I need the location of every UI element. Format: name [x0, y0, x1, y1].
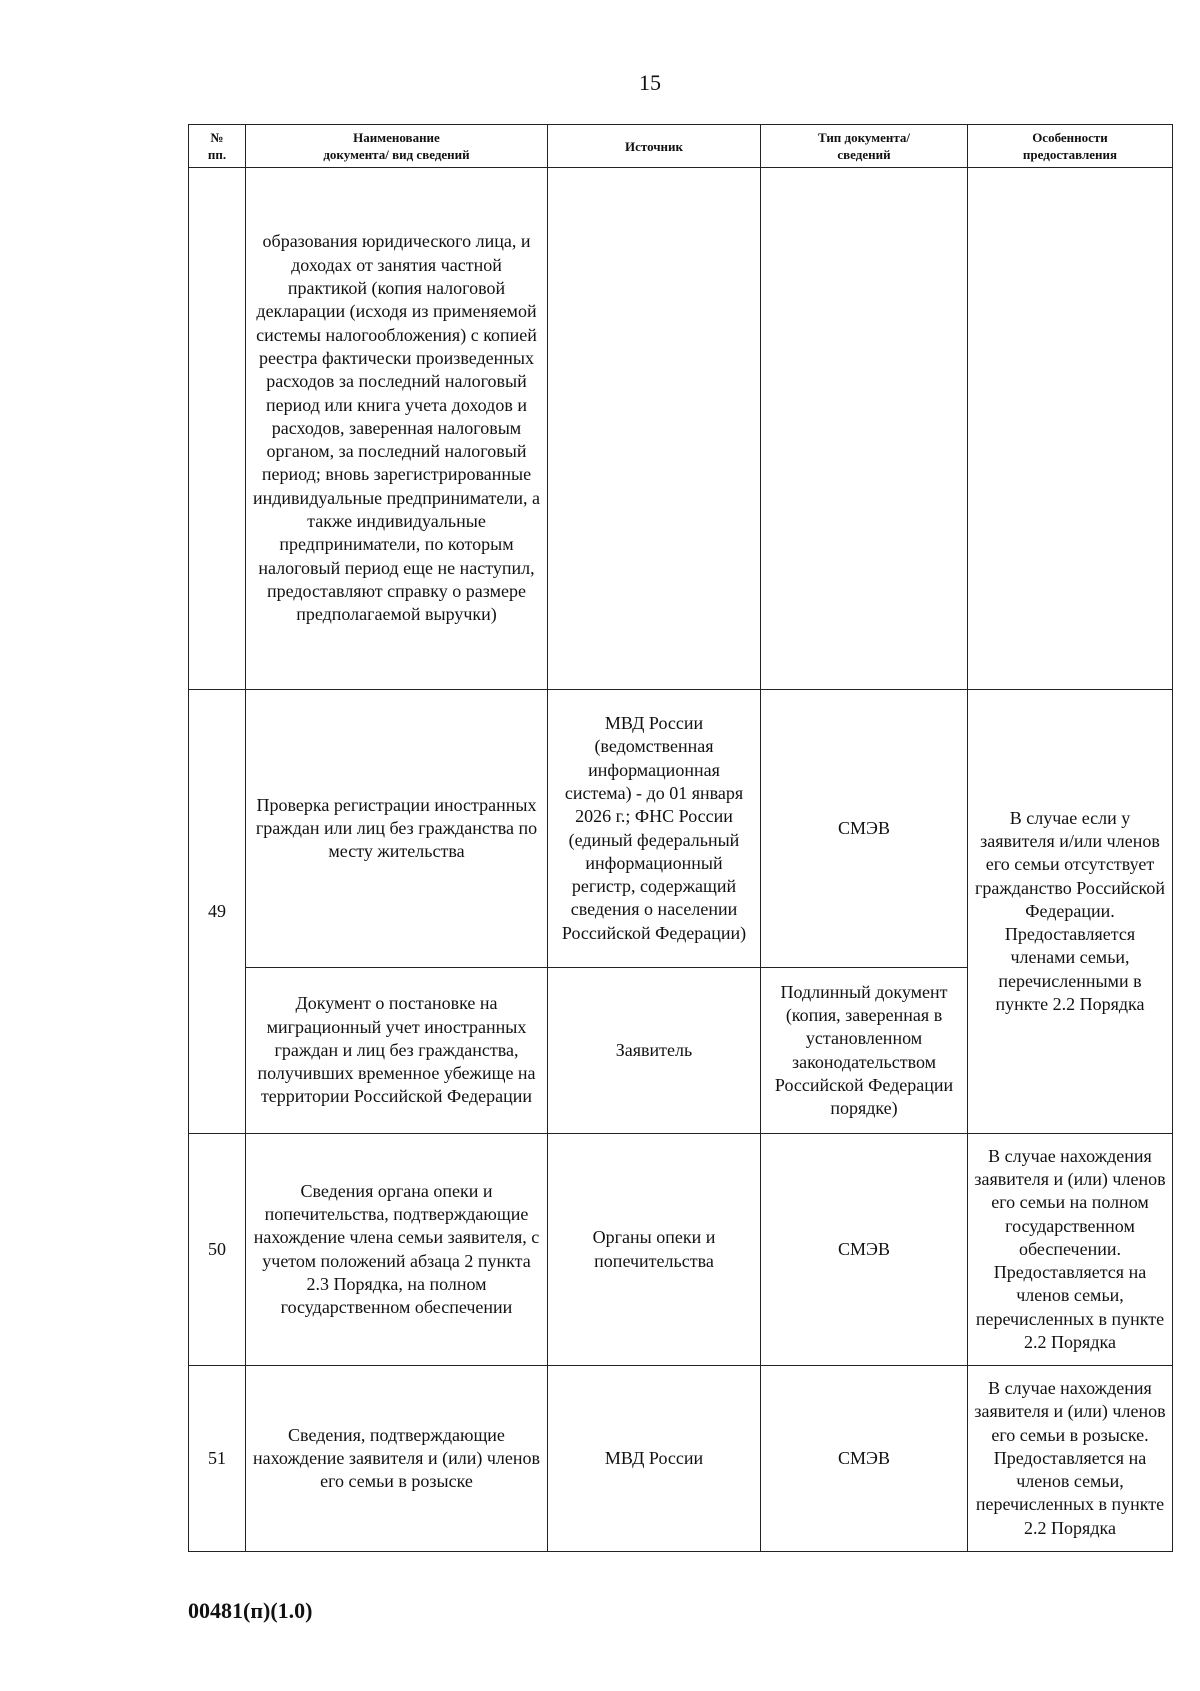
- cell-notes: В случае нахождения заявителя и (или) членов его семьи в розыске. Предоставляется на членов семьи, перечисленных в пункте 2.2 Порядка: [968, 1366, 1173, 1552]
- header-notes: Особенности предоставления: [968, 125, 1173, 168]
- cell-number: 51: [189, 1366, 246, 1552]
- cell-document-type: СМЭВ: [761, 1134, 968, 1366]
- cell-source: МВД России (ведомственная информационная система) - до 01 января 2026 г.; ФНС России (единый федеральный информационный регистр, содержащий сведения о населении Российской Федерации): [548, 690, 761, 968]
- cell-number: 49: [189, 690, 246, 1134]
- cell-document-type: СМЭВ: [761, 1366, 968, 1552]
- cell-number: 50: [189, 1134, 246, 1366]
- cell-document-name: Проверка регистрации иностранных граждан или лиц без гражданства по месту жительства: [246, 690, 548, 968]
- cell-notes: [968, 168, 1173, 690]
- table-header-row: [189, 125, 1173, 168]
- table-row-continuation: [189, 168, 1173, 690]
- table-row-51: [189, 1366, 1173, 1552]
- cell-number: [189, 168, 246, 690]
- table-row-50: [189, 1134, 1173, 1366]
- document-code: 00481(п)(1.0): [188, 1598, 313, 1623]
- page-number: 15: [639, 70, 661, 95]
- header-document-name: Наименование документа/ вид сведений: [246, 125, 548, 168]
- cell-source: Органы опеки и попечительства: [548, 1134, 761, 1366]
- cell-document-name: образования юридического лица, и доходах от занятия частной практикой (копия налоговой декларации (исходя из применяемой системы налогообложения) с копией реестра фактически произведенных расходов за последний налоговый период или книга учета доходов и расходов, заверенная налоговым органом, за последний налоговый период; вновь зарегистрированные индивидуальные предприниматели, а также индивидуальные предприниматели, по которым налоговый период еще не наступил, предоставляют справку о размере предполагаемой выручки): [246, 168, 548, 690]
- cell-notes: В случае нахождения заявителя и (или) членов его семьи на полном государственном обеспечении. Предоставляется на членов семьи, перечисленных в пункте 2.2 Порядка: [968, 1134, 1173, 1366]
- cell-notes: В случае если у заявителя и/или членов его семьи отсутствует гражданство Российской Федерации. Предоставляется членами семьи, перечисленными в пункте 2.2 Порядка: [968, 690, 1173, 1134]
- cell-source: [548, 168, 761, 690]
- header-source: Источник: [548, 125, 761, 168]
- cell-document-type: Подлинный документ (копия, заверенная в установленном законодательством Российской Федерации порядке): [761, 968, 968, 1134]
- cell-source: МВД России: [548, 1366, 761, 1552]
- cell-document-type: [761, 168, 968, 690]
- header-document-type: Тип документа/ сведений: [761, 125, 968, 168]
- cell-document-name: Документ о постановке на миграционный учет иностранных граждан и лиц без гражданства, получивших временное убежище на территории Российской Федерации: [246, 968, 548, 1134]
- table-row-49a: [189, 690, 1173, 968]
- header-number: № пп.: [189, 125, 246, 168]
- cell-document-name: Сведения органа опеки и попечительства, подтверждающие нахождение члена семьи заявителя, с учетом положений абзаца 2 пункта 2.3 Порядка, на полном государственном обеспечении: [246, 1134, 548, 1366]
- cell-document-type: СМЭВ: [761, 690, 968, 968]
- cell-source: Заявитель: [548, 968, 761, 1134]
- cell-document-name: Сведения, подтверждающие нахождение заявителя и (или) членов его семьи в розыске: [246, 1366, 548, 1552]
- documents-table: [188, 124, 1173, 1552]
